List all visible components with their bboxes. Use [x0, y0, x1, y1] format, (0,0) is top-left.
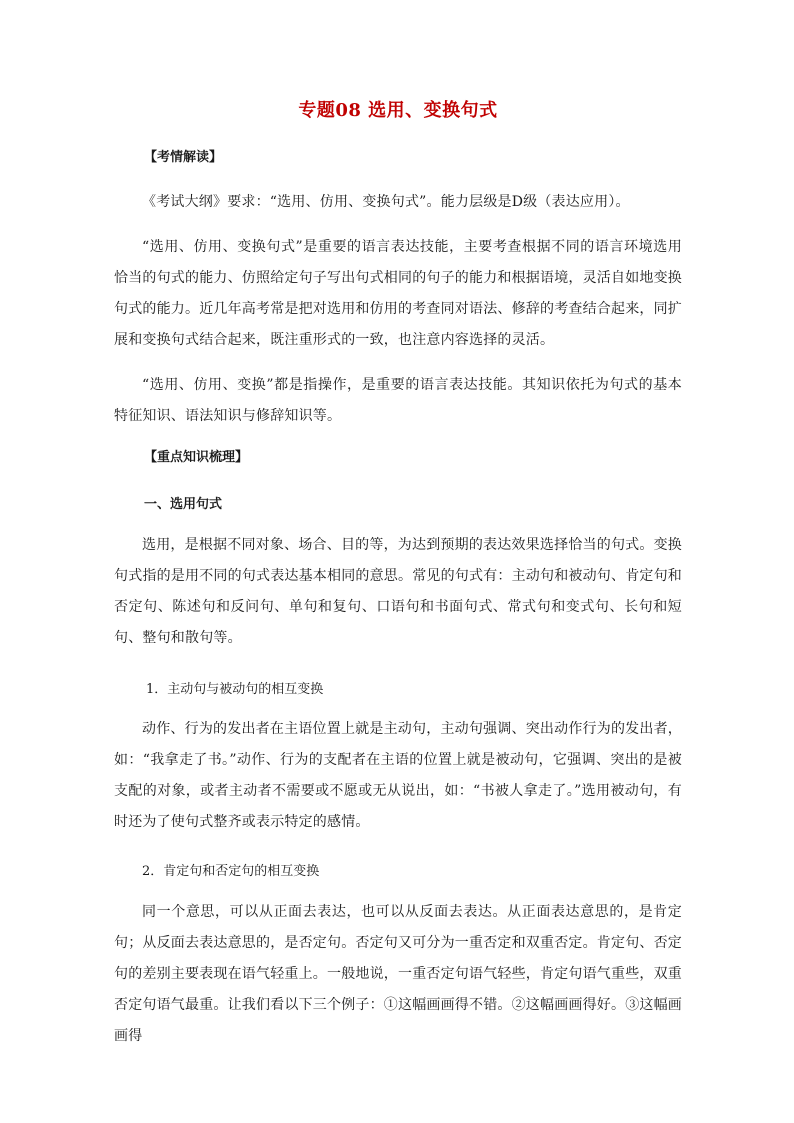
numbered-heading-affirmative-negative: 2．肯定句和否定句的相互变换: [142, 864, 320, 879]
subheading-choosing-sentences: 一、选用句式: [144, 497, 223, 512]
document-title: 专题08 选用、变换句式: [298, 100, 498, 121]
paragraph-operations: “选用、仿用、变换”都是指操作，是重要的语言表达技能。其知识依托为句式的基本特征知识、语法知识与修辞知识等。: [114, 377, 682, 424]
section-heading-key-knowledge: 【重点知识梳理】: [144, 450, 249, 465]
paragraph-affirmative-negative: 同一个意思，可以从正面去表达，也可以从反面去表达。从正面表达意思的，是肯定句；从反面去表达意思的，是否定句。否定句又可分为一重否定和双重否定。肯定句、否定句的差别主要表现在语气轻重上。一般地说，一重否定句语气轻些，肯定句语气重些，双重否定句语气最重。让我们看以下三个例子：①这幅画画得不错。②这幅画画得好。③这幅画画得: [114, 904, 682, 1044]
paragraph-skills: “选用、仿用、变换句式”是重要的语言表达技能，主要考查根据不同的语言环境选用恰当的句式的能力、仿照给定句子写出句式相同的句子的能力和根据语境，灵活自如地变换句式的能力。近几年高考常是把对选用和仿用的考查同对语法、修辞的考查结合起来，同扩展和变换句式结合起来，既注重形式的一致，也注意内容选择的灵活。: [114, 239, 682, 348]
section-heading-exam-analysis: 【考情解读】: [144, 150, 223, 165]
numbered-heading-active-passive: 1．主动句与被动句的相互变换: [146, 682, 324, 697]
paragraph-choosing-definition: 选用，是根据不同对象、场合、目的等，为达到预期的表达效果选择恰当的句式。变换句式指的是用不同的句式表达基本相同的意思。常见的句式有：主动句和被动句、肯定句和否定句、陈述句和反问句、单句和复句、口语句和书面句式、常式句和变式句、长句和短句、整句和散句等。: [114, 537, 682, 646]
paragraph-active-passive: 动作、行为的发出者在主语位置上就是主动句，主动句强调、突出动作行为的发出者，如：“我拿走了书。”动作、行为的支配者在主语的位置上就是被动句，它强调、突出的是被支配的对象，或者主动者不需要或不愿或无从说出，如：“书被人拿走了。”选用被动句，有时还为了使句式整齐或表示特定的感情。: [114, 721, 682, 830]
paragraph-syllabus: 《考试大纲》要求：“选用、仿用、变换句式”。能力层级是D级（表达应用）。: [142, 194, 630, 210]
